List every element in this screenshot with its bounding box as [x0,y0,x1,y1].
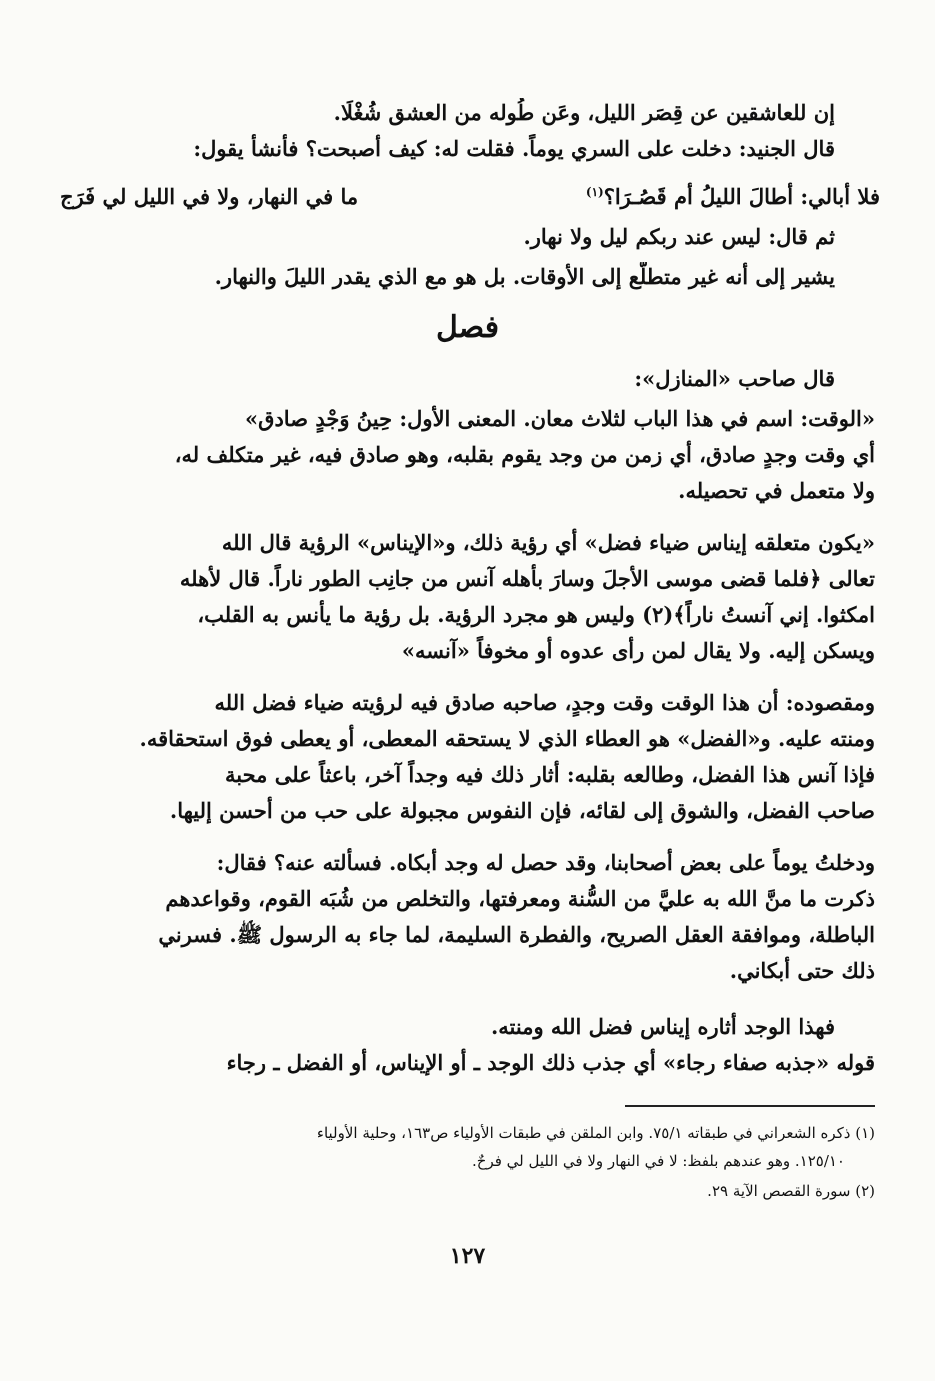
text-line: امكثوا. إني آنستُ ناراً﴾(٢) وليس هو مجرد الرؤية. بل رؤية ما يأنس به القلب، [197,602,875,627]
text-line: ولا متعمل في تحصيله. [678,478,875,503]
text-line: ثم قال: ليس عند ربكم ليل ولا نهار. [523,224,835,249]
text-line: «الوقت: اسم في هذا الباب لثلاث معان. المعنى الأول: حِينُ وَجْدٍ صادق» [245,406,875,431]
text-line: الباطلة، وموافقة العقل الصريح، والفطرة السليمة، لما جاء به الرسول ﷺ. فسرني [158,922,875,947]
text-line: قال الجنيد: دخلت على السري يوماً. فقلت له: كيف أصبحت؟ فأنشأ يقول: [193,136,835,161]
footnote-line: (١) ذكره الشعراني في طبقاته ٧٥/١. وابن الملقن في طبقات الأولياء ص١٦٣، وحلية الأولياء [316,1124,875,1142]
text-line: ذلك حتى أبكاني. [729,958,875,983]
text-line: أي وقت وجدٍ صادق، أي زمن من وجد يقوم بقلبه، وهو صادق فيه، غير متكلف له، [174,442,875,467]
text-line: ومنته عليه. و«الفضل» هو العطاء الذي لا يستحقه المعطى، أو يعطى فوق استحقاقه. [139,726,875,751]
text-line: فهذا الوجد أثاره إيناس فضل الله ومنته. [490,1014,835,1039]
poetry-verse [60,184,880,216]
verse-first-hemistich: فلا أبالي: أطالَ الليلُ أم قَصُـرَا؟$^{(١)}$ [585,184,880,209]
footnote-line: ١٢٥/١٠. وهو عندهم بلفظ: لا في النهار ولا في الليل لي فرحٌ. [472,1152,845,1170]
verse-second-hemistich: ما في النهار، ولا في الليل لي فَرَج [60,184,359,209]
text-line: تعالى ﴿فلما قضى موسى الأجلَ وسارَ بأهله آنس من جانِب الطور ناراً. قال لأهله [179,566,875,591]
text-line: ومقصوده: أن هذا الوقت وقت وجدٍ، صاحبه صادق فيه لرؤيته ضياء فضل الله [214,690,875,715]
footnote-divider [625,1105,875,1107]
page-number: ١٢٧ [449,1243,486,1269]
text-line: قوله «جذبه صفاء رجاء» أي جذب ذلك الوجد ـ أو الإيناس، أو الفضل ـ رجاء [226,1050,875,1075]
text-line: ذكرت ما منَّ الله به عليَّ من السُّنة ومعرفتها، والتخلص من شُبَه القوم، وقواعدهم [165,886,875,911]
text-line: يشير إلى أنه غير متطلّع إلى الأوقات. بل هو مع الذي يقدر الليلَ والنهار. [214,264,835,289]
section-heading: فصل [435,310,500,345]
text-line: ويسكن إليه. ولا يقال لمن رأى عدوه أو مخوفاً «آنسه» [401,638,875,663]
footnote-line: (٢) سورة القصص الآية ٢٩. [707,1182,875,1200]
text-line: صاحب الفضل، والشوق إلى لقائه، فإن النفوس مجبولة على حب من أحسن إليها. [169,798,875,823]
text-line: إن للعاشقين عن قِصَر الليل، وعَن طُوله من العشق شُغْلَا. [333,100,835,125]
footnote-ref: (١) [585,185,604,199]
text-line: ودخلتُ يوماً على بعض أصحابنا، وقد حصل له وجد أبكاه. فسألته عنه؟ فقال: [216,850,875,875]
text-line: «يكون متعلقه إيناس ضياء فضل» أي رؤية ذلك، و«الإيناس» الرؤية قال الله [221,530,875,555]
text-line: قال صاحب «المنازل»: [634,366,835,391]
text-line: فإذا آنس هذا الفضل، وطالعه بقلبه: أثار ذلك فيه وجداً آخر، باعثاً على محبة [225,762,875,787]
